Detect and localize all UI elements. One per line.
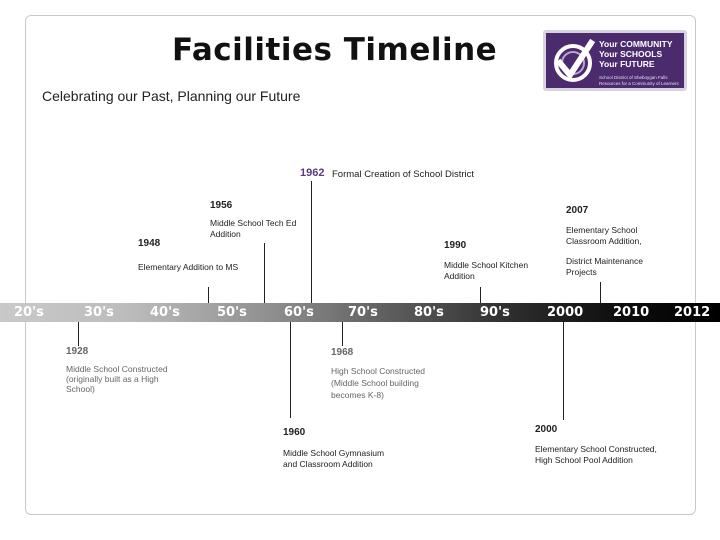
- event-text-1990-line1: Middle School Kitchen: [444, 260, 529, 270]
- event-year-1962: 1962: [300, 167, 325, 179]
- event-text-1968-line2: (Middle School building: [331, 378, 419, 388]
- event-year-1956: 1956: [210, 200, 233, 211]
- decade-label-20s: 20's: [14, 305, 44, 320]
- event-year-1960: 1960: [283, 427, 306, 438]
- decade-label-70s: 70's: [348, 305, 378, 320]
- event-text-2007-line2: Classroom Addition,: [566, 236, 642, 246]
- logo-line-future: Your FUTURE: [599, 59, 655, 69]
- event-text-2000-line1: Elementary School Constructed,: [535, 444, 657, 454]
- event-text-1956-line1: Middle School Tech Ed: [210, 218, 297, 228]
- logo-line-schools: Your SCHOOLS: [599, 49, 663, 59]
- tick-1928: [78, 322, 79, 346]
- event-year-1990: 1990: [444, 240, 467, 251]
- page-subtitle: Celebrating our Past, Planning our Future: [42, 88, 301, 104]
- event-year-2000: 2000: [535, 424, 558, 435]
- event-text-1968-line3: becomes K-8): [331, 390, 384, 400]
- tick-1960: [290, 322, 291, 418]
- decade-label-60s: 60's: [284, 305, 314, 320]
- event-text-1928-line1: Middle School Constructed: [66, 364, 168, 374]
- event-text-1928-line2: (originally built as a High: [66, 374, 159, 384]
- tick-1968: [342, 322, 343, 346]
- event-text-2007-line1: Elementary School: [566, 225, 638, 235]
- tick-2007: [600, 282, 601, 303]
- event-year-1928: 1928: [66, 346, 89, 357]
- logo-text: [599, 39, 673, 69]
- logo-tagline: School District of Sheboygan Falls Resources for a Community of Learners: [599, 75, 679, 86]
- event-year-2007: 2007: [566, 205, 589, 216]
- decade-label-40s: 40's: [150, 305, 180, 320]
- logo-line-community: Your COMMUNITY: [599, 39, 673, 49]
- event-text-1928-line3: School): [66, 384, 95, 394]
- tick-2000: [563, 322, 564, 420]
- event-text-2000-line2: High School Pool Addition: [535, 455, 633, 465]
- tick-1962: [311, 181, 312, 303]
- tick-1990: [480, 287, 481, 303]
- page-title: Facilities Timeline: [172, 32, 498, 68]
- decade-label-2012: 2012: [674, 305, 711, 320]
- event-text-1960-line1: Middle School Gymnasium: [283, 448, 385, 458]
- decade-label-2010: 2010: [613, 305, 650, 320]
- event-text-1968-line1: High School Constructed: [331, 366, 426, 376]
- decade-label-80s: 80's: [414, 305, 444, 320]
- event-year-1948: 1948: [138, 238, 161, 249]
- event-text-1962: Formal Creation of School District: [332, 169, 475, 180]
- decade-label-30s: 30's: [84, 305, 114, 320]
- event-text-1956-line2: Addition: [210, 229, 241, 239]
- event-text-2007-line4: District Maintenance: [566, 256, 644, 266]
- event-text-2007-line5: Projects: [566, 267, 597, 277]
- district-logo: [543, 30, 687, 91]
- tick-1956: [264, 243, 265, 303]
- decade-label-50s: 50's: [217, 305, 247, 320]
- tick-1948: [208, 287, 209, 303]
- event-year-1968: 1968: [331, 347, 354, 358]
- decade-label-2000: 2000: [547, 305, 584, 320]
- checkmark-icon: [551, 37, 595, 87]
- event-text-1948: Elementary Addition to MS: [138, 262, 239, 272]
- event-text-1990-line2: Addition: [444, 271, 475, 281]
- event-text-1960-line2: and Classroom Addition: [283, 459, 373, 469]
- decade-label-90s: 90's: [480, 305, 510, 320]
